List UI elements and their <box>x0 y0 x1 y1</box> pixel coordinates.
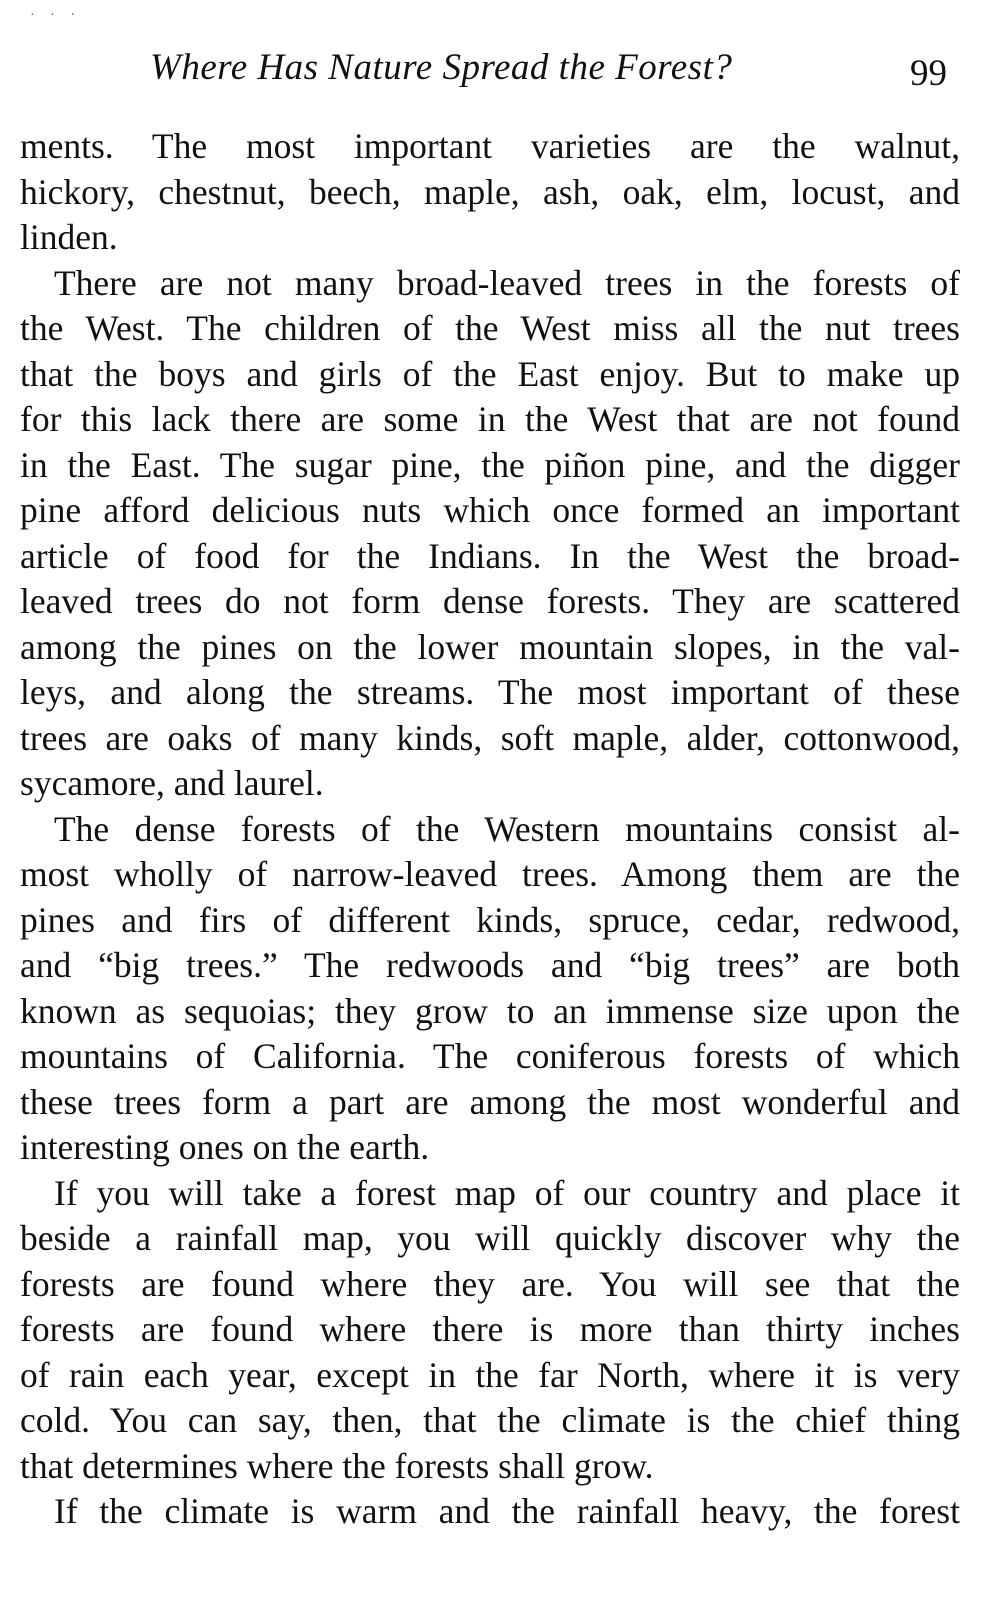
text-line: most wholly of narrow-leaved trees. Among them are the <box>20 854 960 894</box>
text-line: among the pines on the lower mountain slopes, in the val- <box>20 626 960 667</box>
paragraph-start-line: The dense forests of the Western mountains consist al- <box>54 808 960 849</box>
text-line: in the East. The sugar pine, the piñon pine, and the digger <box>20 444 960 485</box>
text-line: forests are found where there is more than thirty inches <box>20 1309 960 1349</box>
text-line: mountains of California. The coniferous forests of which <box>20 1036 960 1076</box>
text-line: of rain each year, except in the far North, where it is very <box>20 1354 960 1395</box>
paragraph-start-line: There are not many broad-leaved trees in the forests of <box>54 262 960 303</box>
text-line: forests are found where they are. You will see that the <box>20 1263 960 1304</box>
text-line: and “big trees.” The redwoods and “big trees” are both <box>20 945 960 985</box>
running-title: Where Has Nature Spread the Forest? <box>150 47 733 88</box>
paragraph-start-line: If you will take a forest map of our country and place it <box>54 1172 960 1213</box>
text-line: leaved trees do not form dense forests. They are scattered <box>20 581 960 621</box>
text-line: article of food for the Indians. In the West the broad- <box>20 535 960 576</box>
text-line: pine afford delicious nuts which once formed an important <box>20 490 960 530</box>
text-line: sycamore, and laurel. <box>20 763 324 803</box>
page-number: 99 <box>910 53 947 94</box>
text-line: linden. <box>20 217 118 257</box>
body-text <box>20 124 960 1535</box>
text-line: leys, and along the streams. The most important of these <box>20 672 960 712</box>
text-line: these trees form a part are among the most wonderful and <box>20 1081 960 1122</box>
text-line: trees are oaks of many kinds, soft maple, alder, cottonwood, <box>20 717 960 758</box>
text-line: beside a rainfall map, you will quickly discover why the <box>20 1218 960 1258</box>
text-line: interesting ones on the earth. <box>20 1127 430 1167</box>
text-line: cold. You can say, then, that the climate is the chief thing <box>20 1400 960 1440</box>
print-specks: · · · <box>30 8 81 23</box>
paragraph-start-line: If the climate is warm and the rainfall heavy, the forest <box>54 1491 960 1531</box>
text-line: for this lack there are some in the West that are not found <box>20 399 960 439</box>
text-line: that determines where the forests shall grow. <box>20 1445 654 1486</box>
text-line: known as sequoias; they grow to an immense size upon the <box>20 990 960 1031</box>
text-line: ments. The most important varieties are the walnut, <box>20 126 960 166</box>
text-line: that the boys and girls of the East enjoy. But to make up <box>20 353 960 394</box>
page-header <box>0 38 1000 98</box>
text-line: hickory, chestnut, beech, maple, ash, oak, elm, locust, and <box>20 171 960 212</box>
text-line: pines and firs of different kinds, spruce, cedar, redwood, <box>20 899 960 940</box>
text-line: the West. The children of the West miss all the nut trees <box>20 308 960 348</box>
